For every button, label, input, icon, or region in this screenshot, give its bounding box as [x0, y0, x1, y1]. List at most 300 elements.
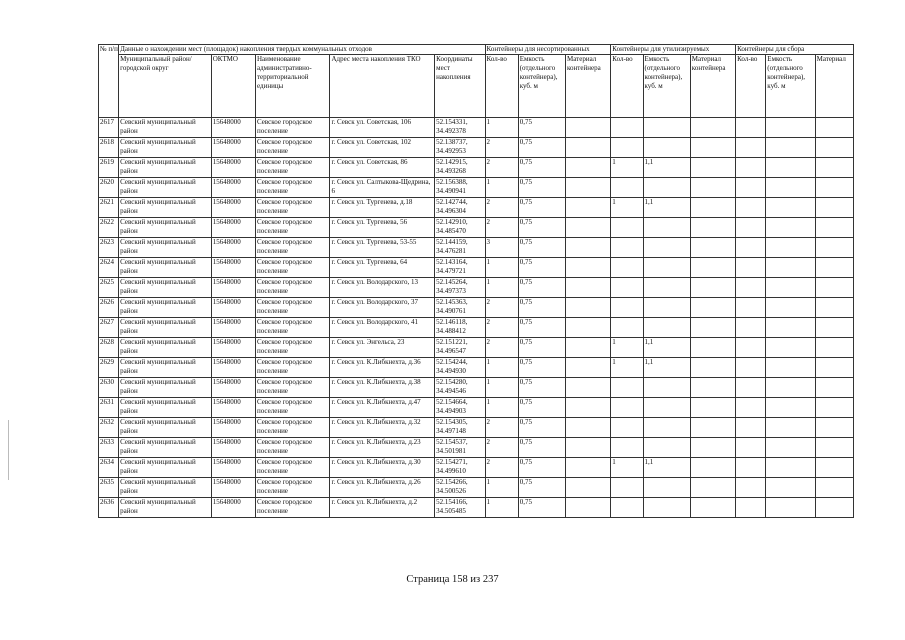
coords-cell: 52.144159, 34.476281 [435, 238, 485, 258]
volume-cell: 0,75 [518, 278, 565, 298]
count-cell: 2 [485, 298, 518, 318]
coords-cell: 52.143164, 34.479721 [435, 258, 485, 278]
recycle-volume-cell [643, 318, 690, 338]
district-cell: Севский муниципальный район [119, 458, 212, 478]
recycle-count-cell: 1 [611, 458, 643, 478]
count-cell: 1 [485, 178, 518, 198]
address-cell: г. Севск ул. К.Либкнехта, д.30 [330, 458, 435, 478]
coords-cell: 52.154244, 34.494930 [435, 358, 485, 378]
header-oktmo: ОКТМО [211, 55, 255, 118]
header-address: Адрес места накопления ТКО [330, 55, 435, 118]
header-district: Муниципальный район/городской округ [119, 55, 212, 118]
oktmo-cell: 15648000 [211, 258, 255, 278]
count-cell: 1 [485, 398, 518, 418]
unit-cell: Севское городское поселение [256, 498, 330, 518]
material-cell [566, 178, 611, 198]
material-cell [566, 318, 611, 338]
count-cell: 1 [485, 358, 518, 378]
volume-cell: 0,75 [518, 418, 565, 438]
recycle-volume-cell [643, 118, 690, 138]
recycle-volume-cell [643, 218, 690, 238]
unit-cell: Севское городское поселение [256, 458, 330, 478]
recycle-count-cell: 1 [611, 158, 643, 178]
material-cell [566, 118, 611, 138]
collect-volume-cell [766, 438, 815, 458]
unit-cell: Севское городское поселение [256, 418, 330, 438]
table-row [99, 338, 854, 358]
recycle-volume-cell [643, 438, 690, 458]
collect-material-cell [815, 318, 853, 338]
table-row [99, 498, 854, 518]
collect-volume-cell [766, 178, 815, 198]
recycle-count-cell [611, 278, 643, 298]
count-cell: 1 [485, 378, 518, 398]
district-cell: Севский муниципальный район [119, 178, 212, 198]
unit-cell: Севское городское поселение [256, 298, 330, 318]
recycle-material-cell [690, 358, 735, 378]
recycle-volume-cell [643, 138, 690, 158]
oktmo-cell: 15648000 [211, 158, 255, 178]
row-no: 2634 [99, 458, 119, 478]
coords-cell: 52.154537, 34.501981 [435, 438, 485, 458]
material-cell [566, 438, 611, 458]
row-no: 2619 [99, 158, 119, 178]
collect-count-cell [736, 458, 766, 478]
row-no: 2630 [99, 378, 119, 398]
address-cell: г. Севск ул. К.Либкнехта, д.36 [330, 358, 435, 378]
header-material: Материал контейнера [566, 55, 611, 118]
recycle-count-cell [611, 178, 643, 198]
unit-cell: Севское городское поселение [256, 378, 330, 398]
collect-count-cell [736, 318, 766, 338]
table-body [99, 118, 854, 518]
collect-material-cell [815, 258, 853, 278]
collect-count-cell [736, 358, 766, 378]
count-cell: 2 [485, 138, 518, 158]
table-row [99, 438, 854, 458]
oktmo-cell: 15648000 [211, 478, 255, 498]
recycle-material-cell [690, 298, 735, 318]
collect-material-cell [815, 138, 853, 158]
collect-volume-cell [766, 358, 815, 378]
recycle-count-cell [611, 138, 643, 158]
table-row [99, 138, 854, 158]
recycle-volume-cell [643, 498, 690, 518]
collect-material-cell [815, 458, 853, 478]
row-no: 2629 [99, 358, 119, 378]
unit-cell: Севское городское поселение [256, 178, 330, 198]
recycle-volume-cell [643, 278, 690, 298]
count-cell: 2 [485, 458, 518, 478]
material-cell [566, 138, 611, 158]
recycle-volume-cell [643, 238, 690, 258]
header-collect-volume: Емкость (отдельного контейнера), куб. м [766, 55, 815, 118]
recycle-volume-cell: 1,1 [643, 198, 690, 218]
volume-cell: 0,75 [518, 198, 565, 218]
collect-count-cell [736, 398, 766, 418]
recycle-count-cell [611, 238, 643, 258]
district-cell: Севский муниципальный район [119, 198, 212, 218]
recycle-material-cell [690, 278, 735, 298]
volume-cell: 0,75 [518, 458, 565, 478]
oktmo-cell: 15648000 [211, 338, 255, 358]
header-no: № п/п [99, 45, 119, 118]
collect-count-cell [736, 158, 766, 178]
row-no: 2633 [99, 438, 119, 458]
material-cell [566, 298, 611, 318]
collect-count-cell [736, 258, 766, 278]
header-recycle-material: Материал контейнера [690, 55, 735, 118]
table-row [99, 478, 854, 498]
coords-cell: 52.154166, 34.505485 [435, 498, 485, 518]
recycle-material-cell [690, 398, 735, 418]
oktmo-cell: 15648000 [211, 358, 255, 378]
table-row [99, 198, 854, 218]
coords-cell: 52.151221, 34.496547 [435, 338, 485, 358]
oktmo-cell: 15648000 [211, 298, 255, 318]
collect-volume-cell [766, 158, 815, 178]
district-cell: Севский муниципальный район [119, 478, 212, 498]
table-row [99, 318, 854, 338]
material-cell [566, 258, 611, 278]
recycle-material-cell [690, 198, 735, 218]
recycle-material-cell [690, 318, 735, 338]
oktmo-cell: 15648000 [211, 278, 255, 298]
scan-edge-mark [8, 420, 9, 480]
collect-volume-cell [766, 298, 815, 318]
recycle-count-cell [611, 378, 643, 398]
volume-cell: 0,75 [518, 138, 565, 158]
recycle-material-cell [690, 438, 735, 458]
collect-material-cell [815, 158, 853, 178]
count-cell: 2 [485, 198, 518, 218]
material-cell [566, 158, 611, 178]
unit-cell: Севское городское поселение [256, 258, 330, 278]
collect-material-cell [815, 418, 853, 438]
address-cell: г. Севск ул. К.Либкнехта, д.38 [330, 378, 435, 398]
header-group-row [99, 45, 854, 55]
count-cell: 2 [485, 338, 518, 358]
recycle-count-cell [611, 218, 643, 238]
recycle-material-cell [690, 238, 735, 258]
row-no: 2621 [99, 198, 119, 218]
material-cell [566, 398, 611, 418]
address-cell: г. Севск ул. К.Либкнехта, д.23 [330, 438, 435, 458]
address-cell: г. Севск ул. Советская, 106 [330, 118, 435, 138]
recycle-volume-cell [643, 298, 690, 318]
count-cell: 1 [485, 278, 518, 298]
unit-cell: Севское городское поселение [256, 278, 330, 298]
header-recycle-volume: Емкость (отдельного контейнера), куб. м [643, 55, 690, 118]
collect-count-cell [736, 198, 766, 218]
collect-material-cell [815, 238, 853, 258]
coords-cell: 52.142744, 34.496304 [435, 198, 485, 218]
district-cell: Севский муниципальный район [119, 218, 212, 238]
collect-count-cell [736, 238, 766, 258]
material-cell [566, 498, 611, 518]
header-columns-row [99, 55, 854, 118]
district-cell: Севский муниципальный район [119, 438, 212, 458]
collect-material-cell [815, 398, 853, 418]
waste-sites-table [98, 44, 854, 518]
volume-cell: 0,75 [518, 358, 565, 378]
collect-count-cell [736, 498, 766, 518]
district-cell: Севский муниципальный район [119, 138, 212, 158]
collect-count-cell [736, 118, 766, 138]
collect-count-cell [736, 298, 766, 318]
table-row [99, 238, 854, 258]
district-cell: Севский муниципальный район [119, 278, 212, 298]
recycle-material-cell [690, 258, 735, 278]
collect-count-cell [736, 278, 766, 298]
unit-cell: Севское городское поселение [256, 338, 330, 358]
table-row [99, 178, 854, 198]
count-cell: 2 [485, 418, 518, 438]
table-row [99, 298, 854, 318]
coords-cell: 52.154280, 34.494546 [435, 378, 485, 398]
header-collect-count: Кол-во [736, 55, 766, 118]
address-cell: г. Севск ул. К.Либкнехта, д.32 [330, 418, 435, 438]
collect-volume-cell [766, 138, 815, 158]
collect-volume-cell [766, 198, 815, 218]
recycle-count-cell [611, 118, 643, 138]
material-cell [566, 198, 611, 218]
table-row [99, 358, 854, 378]
collect-count-cell [736, 138, 766, 158]
collect-volume-cell [766, 458, 815, 478]
count-cell: 1 [485, 498, 518, 518]
collect-material-cell [815, 178, 853, 198]
coords-cell: 52.146118, 34.488412 [435, 318, 485, 338]
oktmo-cell: 15648000 [211, 238, 255, 258]
row-no: 2623 [99, 238, 119, 258]
table-row [99, 278, 854, 298]
count-cell: 2 [485, 218, 518, 238]
volume-cell: 0,75 [518, 498, 565, 518]
coords-cell: 52.154664, 34.494903 [435, 398, 485, 418]
district-cell: Севский муниципальный район [119, 158, 212, 178]
table-row [99, 258, 854, 278]
row-no: 2624 [99, 258, 119, 278]
recycle-count-cell [611, 398, 643, 418]
count-cell: 1 [485, 478, 518, 498]
collect-count-cell [736, 378, 766, 398]
recycle-count-cell: 1 [611, 358, 643, 378]
table-row [99, 418, 854, 438]
oktmo-cell: 15648000 [211, 458, 255, 478]
recycle-count-cell [611, 258, 643, 278]
recycle-volume-cell: 1,1 [643, 458, 690, 478]
collect-count-cell [736, 418, 766, 438]
recycle-volume-cell: 1,1 [643, 338, 690, 358]
collect-volume-cell [766, 478, 815, 498]
collect-material-cell [815, 198, 853, 218]
collect-material-cell [815, 478, 853, 498]
collect-volume-cell [766, 118, 815, 138]
recycle-material-cell [690, 458, 735, 478]
recycle-material-cell [690, 158, 735, 178]
recycle-volume-cell [643, 398, 690, 418]
table-row [99, 158, 854, 178]
volume-cell: 0,75 [518, 318, 565, 338]
count-cell: 1 [485, 118, 518, 138]
recycle-count-cell [611, 478, 643, 498]
row-no: 2626 [99, 298, 119, 318]
collect-material-cell [815, 118, 853, 138]
district-cell: Севский муниципальный район [119, 398, 212, 418]
material-cell [566, 478, 611, 498]
count-cell: 2 [485, 318, 518, 338]
oktmo-cell: 15648000 [211, 138, 255, 158]
district-cell: Севский муниципальный район [119, 378, 212, 398]
address-cell: г. Севск ул. Энгельса, 23 [330, 338, 435, 358]
district-cell: Севский муниципальный район [119, 498, 212, 518]
count-cell: 3 [485, 238, 518, 258]
oktmo-cell: 15648000 [211, 398, 255, 418]
address-cell: г. Севск ул. К.Либкнехта, д.47 [330, 398, 435, 418]
coords-cell: 52.154266, 34.500526 [435, 478, 485, 498]
district-cell: Севский муниципальный район [119, 318, 212, 338]
district-cell: Севский муниципальный район [119, 418, 212, 438]
row-no: 2617 [99, 118, 119, 138]
collect-volume-cell [766, 218, 815, 238]
collect-volume-cell [766, 378, 815, 398]
row-no: 2632 [99, 418, 119, 438]
coords-cell: 52.145264, 34.497373 [435, 278, 485, 298]
oktmo-cell: 15648000 [211, 178, 255, 198]
address-cell: г. Севск ул. Тургенева, 64 [330, 258, 435, 278]
coords-cell: 52.154305, 34.497148 [435, 418, 485, 438]
coords-cell: 52.138737, 34.492953 [435, 138, 485, 158]
material-cell [566, 278, 611, 298]
volume-cell: 0,75 [518, 438, 565, 458]
address-cell: г. Севск ул. Тургенева, д.18 [330, 198, 435, 218]
oktmo-cell: 15648000 [211, 418, 255, 438]
material-cell [566, 338, 611, 358]
district-cell: Севский муниципальный район [119, 298, 212, 318]
header-unit: Наименование административно-территориальной единицы [256, 55, 330, 118]
header-collect-material: Материал [815, 55, 853, 118]
recycle-material-cell [690, 218, 735, 238]
row-no: 2636 [99, 498, 119, 518]
header-volume: Емкость (отдельного контейнера), куб. м [518, 55, 565, 118]
collect-count-cell [736, 218, 766, 238]
address-cell: г. Севск ул. К.Либкнехта, д.26 [330, 478, 435, 498]
unit-cell: Севское городское поселение [256, 218, 330, 238]
volume-cell: 0,75 [518, 178, 565, 198]
oktmo-cell: 15648000 [211, 378, 255, 398]
recycle-count-cell: 1 [611, 338, 643, 358]
row-no: 2635 [99, 478, 119, 498]
recycle-count-cell [611, 298, 643, 318]
collect-volume-cell [766, 398, 815, 418]
recycle-material-cell [690, 338, 735, 358]
table-row [99, 118, 854, 138]
header-group-recycle: Контейнеры для утилизируемых [611, 45, 736, 55]
header-group-collect: Контейнеры для сбора [736, 45, 854, 55]
material-cell [566, 378, 611, 398]
table-row [99, 398, 854, 418]
collect-count-cell [736, 478, 766, 498]
recycle-count-cell [611, 418, 643, 438]
collect-material-cell [815, 378, 853, 398]
recycle-count-cell [611, 438, 643, 458]
oktmo-cell: 15648000 [211, 198, 255, 218]
material-cell [566, 218, 611, 238]
table-row [99, 378, 854, 398]
district-cell: Севский муниципальный район [119, 338, 212, 358]
collect-material-cell [815, 278, 853, 298]
header-recycle-count: Кол-во [611, 55, 643, 118]
coords-cell: 52.154271, 34.499610 [435, 458, 485, 478]
material-cell [566, 238, 611, 258]
volume-cell: 0,75 [518, 478, 565, 498]
recycle-volume-cell [643, 378, 690, 398]
recycle-volume-cell [643, 178, 690, 198]
unit-cell: Севское городское поселение [256, 398, 330, 418]
volume-cell: 0,75 [518, 298, 565, 318]
collect-volume-cell [766, 418, 815, 438]
district-cell: Севский муниципальный район [119, 118, 212, 138]
volume-cell: 0,75 [518, 118, 565, 138]
row-no: 2622 [99, 218, 119, 238]
collect-count-cell [736, 178, 766, 198]
coords-cell: 52.142910, 34.485470 [435, 218, 485, 238]
collect-volume-cell [766, 278, 815, 298]
coords-cell: 52.154331, 34.492378 [435, 118, 485, 138]
header-group-places: Данные о нахождении мест (площадок) накопления твердых коммунальных отходов [119, 45, 485, 55]
table-row [99, 458, 854, 478]
recycle-material-cell [690, 178, 735, 198]
volume-cell: 0,75 [518, 398, 565, 418]
recycle-material-cell [690, 118, 735, 138]
row-no: 2628 [99, 338, 119, 358]
header-count: Кол-во [485, 55, 518, 118]
collect-volume-cell [766, 238, 815, 258]
recycle-volume-cell [643, 478, 690, 498]
recycle-material-cell [690, 498, 735, 518]
unit-cell: Севское городское поселение [256, 118, 330, 138]
material-cell [566, 358, 611, 378]
address-cell: г. Севск ул. Тургенева, 56 [330, 218, 435, 238]
volume-cell: 0,75 [518, 378, 565, 398]
row-no: 2625 [99, 278, 119, 298]
address-cell: г. Севск ул. Советская, 86 [330, 158, 435, 178]
volume-cell: 0,75 [518, 218, 565, 238]
coords-cell: 52.145363, 34.490761 [435, 298, 485, 318]
volume-cell: 0,75 [518, 238, 565, 258]
oktmo-cell: 15648000 [211, 498, 255, 518]
collect-material-cell [815, 298, 853, 318]
recycle-count-cell [611, 318, 643, 338]
count-cell: 2 [485, 438, 518, 458]
collect-material-cell [815, 438, 853, 458]
recycle-count-cell [611, 498, 643, 518]
oktmo-cell: 15648000 [211, 318, 255, 338]
row-no: 2618 [99, 138, 119, 158]
collect-volume-cell [766, 258, 815, 278]
collect-material-cell [815, 218, 853, 238]
district-cell: Севский муниципальный район [119, 258, 212, 278]
collect-material-cell [815, 338, 853, 358]
volume-cell: 0,75 [518, 158, 565, 178]
collect-count-cell [736, 438, 766, 458]
collect-material-cell [815, 498, 853, 518]
collect-volume-cell [766, 338, 815, 358]
oktmo-cell: 15648000 [211, 438, 255, 458]
address-cell: г. Севск ул. Тургенева, 53-55 [330, 238, 435, 258]
coords-cell: 52.156388, 34.490941 [435, 178, 485, 198]
